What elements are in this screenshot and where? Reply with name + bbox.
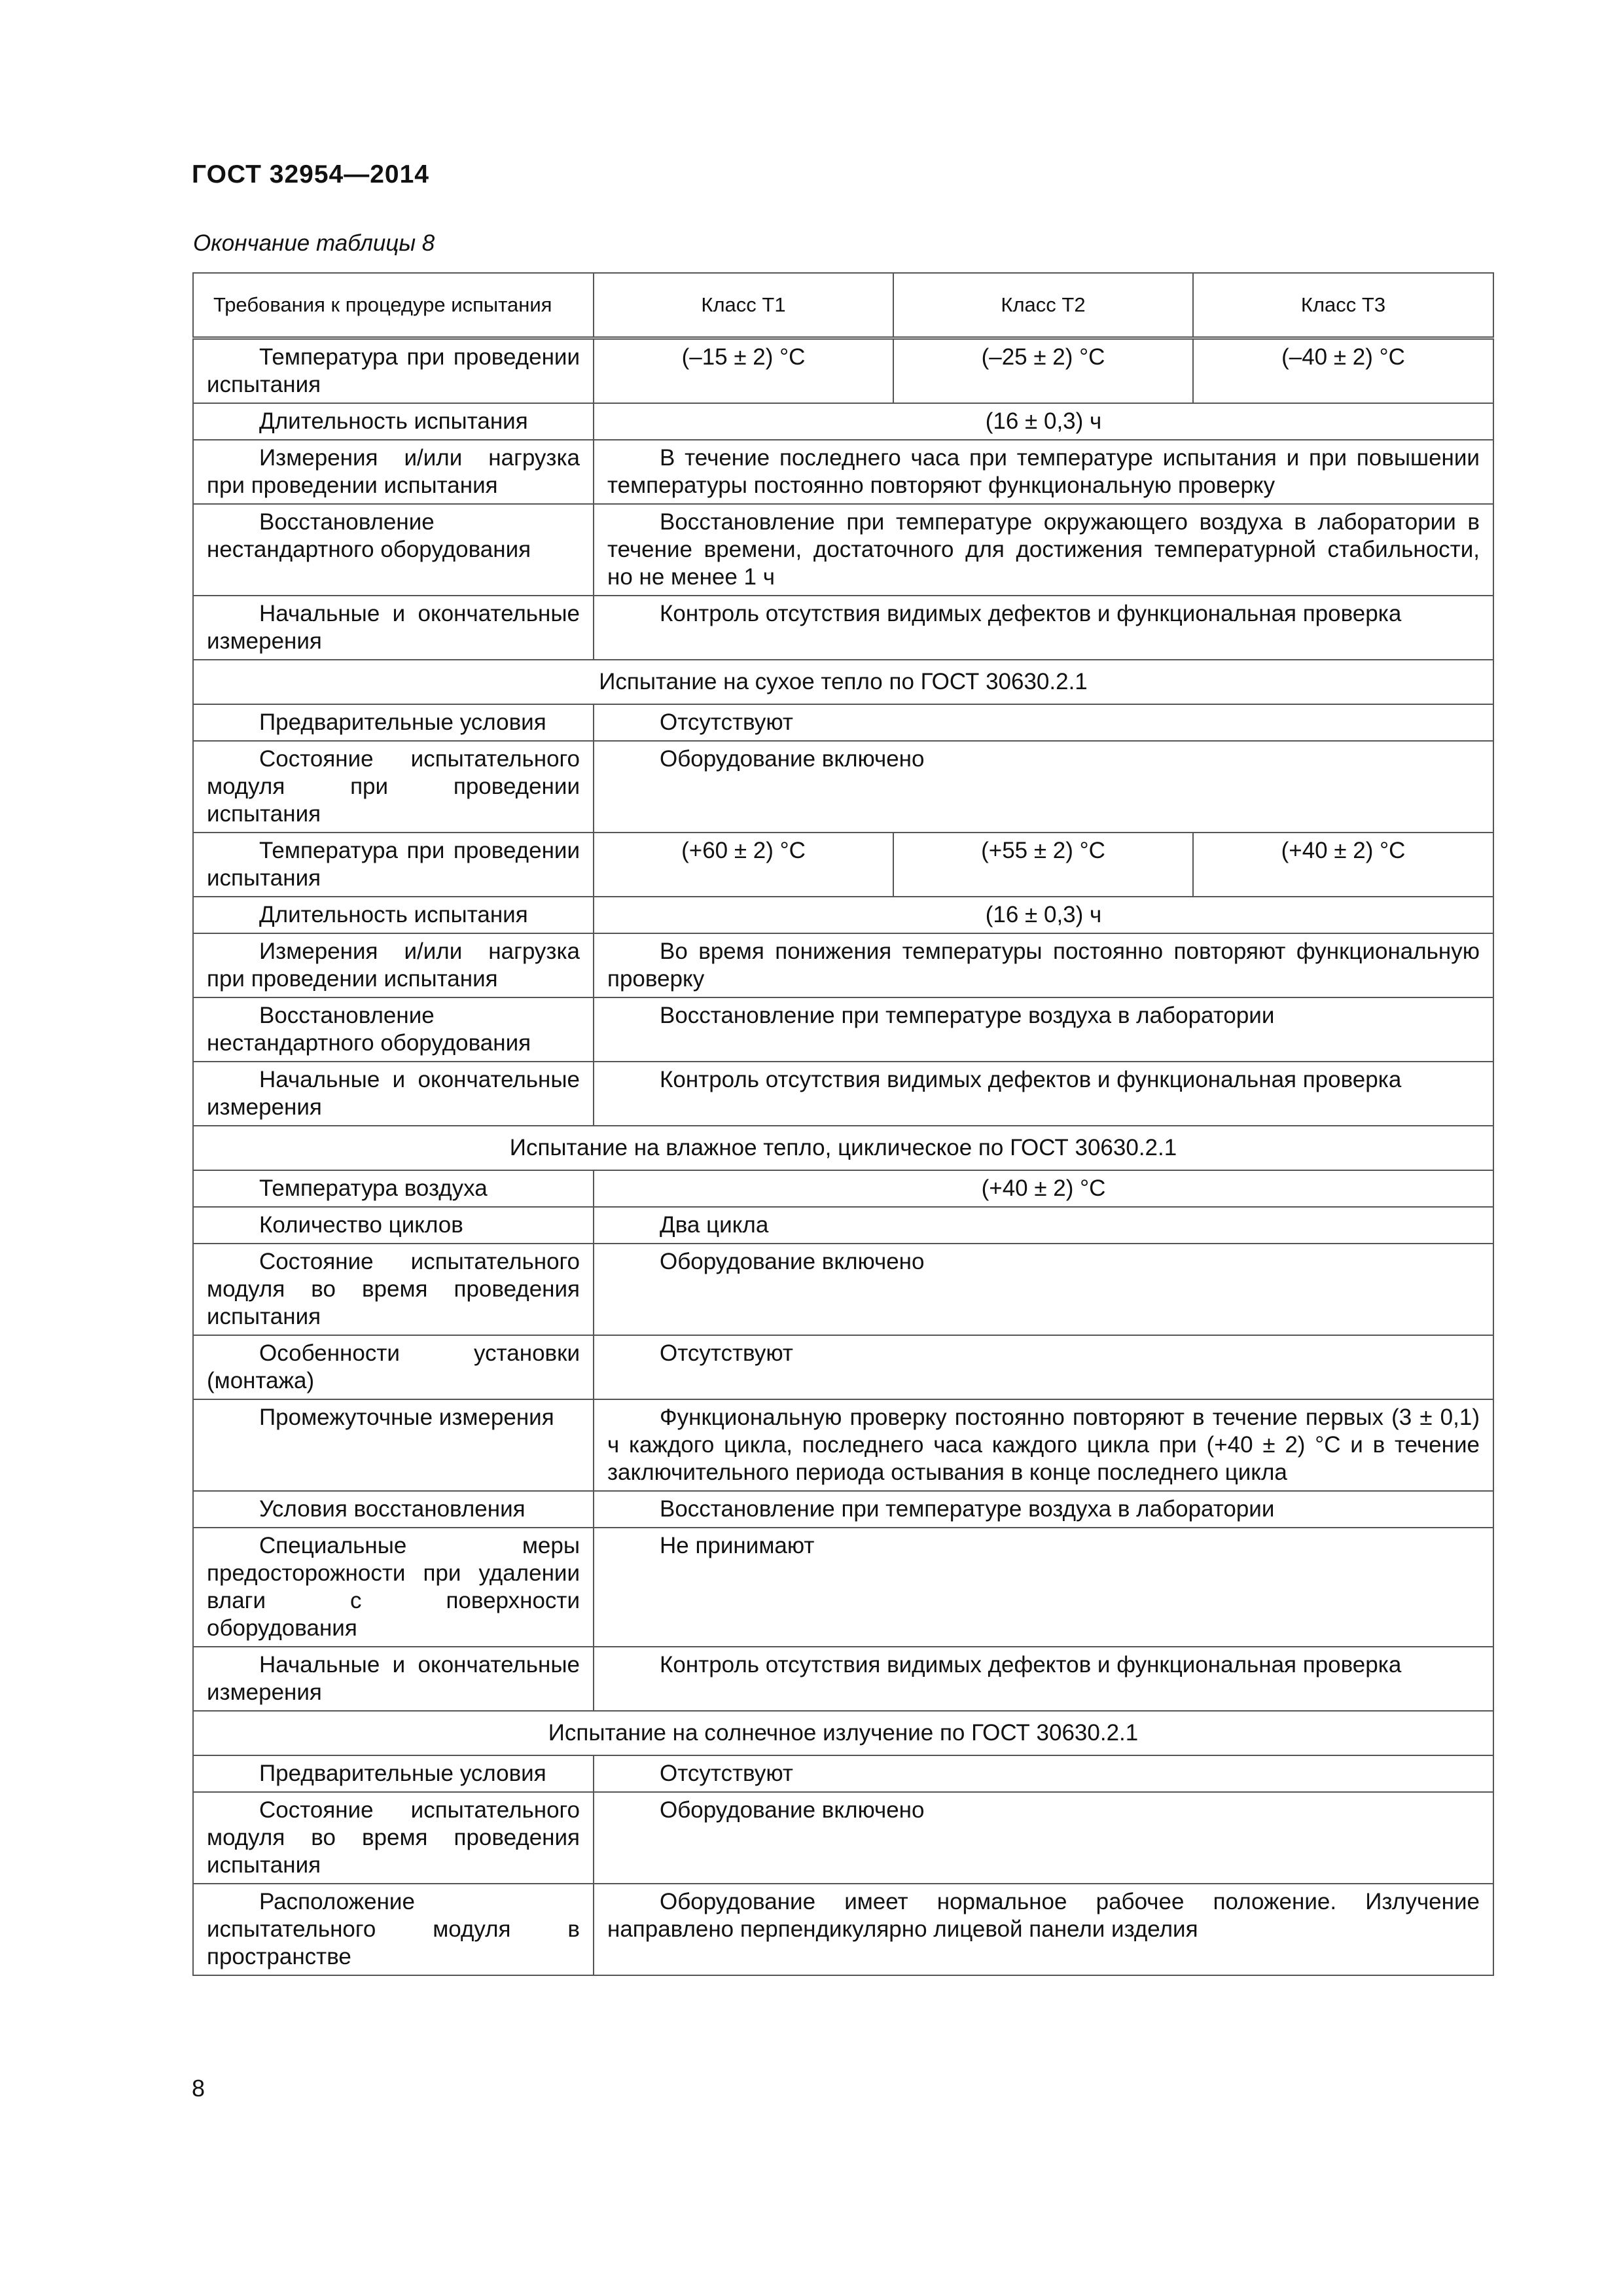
requirement-value: Отсутствуют — [594, 1755, 1493, 1792]
class-t2-value: (+55 ± 2) °С — [893, 833, 1193, 897]
requirement-label: Начальные и окончательные измерения — [193, 596, 594, 660]
requirement-label: Температура при проведении испытания — [193, 338, 594, 404]
table-row — [193, 1335, 1493, 1399]
requirement-label: Измерения и/или нагрузка при проведении испытания — [193, 440, 594, 504]
requirement-label: Начальные и окончательные измерения — [193, 1062, 594, 1126]
requirement-label: Состояние испытательного модуля во время проведения испытания — [193, 1792, 594, 1884]
table-row — [193, 997, 1493, 1062]
class-t1-value: (+60 ± 2) °С — [594, 833, 893, 897]
requirement-label: Особенности установки (монтажа) — [193, 1335, 594, 1399]
requirement-value: Оборудование включено — [594, 1792, 1493, 1884]
requirement-value: Отсутствуют — [594, 1335, 1493, 1399]
section-header-row — [193, 1711, 1493, 1755]
table-row — [193, 833, 1493, 897]
requirement-label: Температура при проведении испытания — [193, 833, 594, 897]
column-header-class-t1: Класс Т1 — [594, 273, 893, 338]
requirements-table — [192, 272, 1494, 1976]
requirement-label: Восстановление нестандартного оборудования — [193, 504, 594, 596]
table-body — [193, 338, 1493, 1976]
table-row — [193, 1062, 1493, 1126]
requirement-value: В течение последнего часа при температуре испытания и при повышении температуры постоянно повторяют функциональную проверку — [594, 440, 1493, 504]
table-row — [193, 1244, 1493, 1335]
class-t2-value: (–25 ± 2) °С — [893, 338, 1193, 404]
requirement-value: (16 ± 0,3) ч — [594, 403, 1493, 440]
table-row — [193, 1491, 1493, 1528]
requirement-value: Контроль отсутствия видимых дефектов и функциональная проверка — [594, 1647, 1493, 1711]
section-header-row — [193, 660, 1493, 704]
requirement-label: Восстановление нестандартного оборудования — [193, 997, 594, 1062]
requirement-value: (16 ± 0,3) ч — [594, 897, 1493, 933]
requirement-value: Отсутствуют — [594, 704, 1493, 741]
requirement-label: Начальные и окончательные измерения — [193, 1647, 594, 1711]
table-row — [193, 504, 1493, 596]
table-row — [193, 596, 1493, 660]
requirement-value: Контроль отсутствия видимых дефектов и функциональная проверка — [594, 1062, 1493, 1126]
requirement-label: Температура воздуха — [193, 1170, 594, 1207]
class-t3-value: (+40 ± 2) °С — [1193, 833, 1493, 897]
table-row — [193, 741, 1493, 833]
table-header-row — [193, 273, 1493, 338]
table-row — [193, 440, 1493, 504]
column-header-requirements: Требования к процедуре испытания — [193, 273, 594, 338]
table-row — [193, 1528, 1493, 1647]
requirement-label: Предварительные условия — [193, 1755, 594, 1792]
class-t1-value: (–15 ± 2) °С — [594, 338, 893, 404]
requirement-label: Длительность испытания — [193, 403, 594, 440]
requirement-value: (+40 ± 2) °С — [594, 1170, 1493, 1207]
table-row — [193, 1792, 1493, 1884]
class-t3-value: (–40 ± 2) °С — [1193, 338, 1493, 404]
requirement-value: Восстановление при температуре воздуха в лаборатории — [594, 997, 1493, 1062]
requirement-label: Условия восстановления — [193, 1491, 594, 1528]
document-code: ГОСТ 32954—2014 — [192, 160, 429, 188]
table-row — [193, 933, 1493, 997]
requirement-label: Длительность испытания — [193, 897, 594, 933]
requirement-value: Восстановление при температуре воздуха в лаборатории — [594, 1491, 1493, 1528]
requirement-label: Предварительные условия — [193, 704, 594, 741]
table-row — [193, 1399, 1493, 1491]
column-header-class-t2: Класс Т2 — [893, 273, 1193, 338]
table-row — [193, 704, 1493, 741]
requirement-value: Оборудование включено — [594, 1244, 1493, 1335]
table-row — [193, 1755, 1493, 1792]
requirement-value: Оборудование имеет нормальное рабочее положение. Излучение направлено перпендикулярно лицевой панели изделия — [594, 1884, 1493, 1975]
section-header-row — [193, 1126, 1493, 1170]
column-header-class-t3: Класс Т3 — [1193, 273, 1493, 338]
table-row — [193, 1884, 1493, 1975]
requirement-value: Два цикла — [594, 1207, 1493, 1244]
table-row — [193, 1647, 1493, 1711]
section-title: Испытание на сухое тепло по ГОСТ 30630.2.1 — [193, 660, 1493, 704]
requirement-label: Измерения и/или нагрузка при проведении испытания — [193, 933, 594, 997]
requirement-label: Состояние испытательного модуля при проведении испытания — [193, 741, 594, 833]
requirement-value: Восстановление при температуре окружающего воздуха в лаборатории в течение времени, достаточного для достижения температурной стабильности, но не менее 1 ч — [594, 504, 1493, 596]
requirement-label: Специальные меры предосторожности при удалении влаги с поверхности оборудования — [193, 1528, 594, 1647]
table-row — [193, 1207, 1493, 1244]
requirement-value: Функциональную проверку постоянно повторяют в течение первых (3 ± 0,1) ч каждого цикла, последнего часа каждого цикла при (+40 ± 2) °С и в течение заключительного периода остывания в конце последнего цикла — [594, 1399, 1493, 1491]
requirement-value: Во время понижения температуры постоянно повторяют функциональную проверку — [594, 933, 1493, 997]
requirement-label: Расположение испытательного модуля в пространстве — [193, 1884, 594, 1975]
requirement-value: Оборудование включено — [594, 741, 1493, 833]
section-title: Испытание на солнечное излучение по ГОСТ 30630.2.1 — [193, 1711, 1493, 1755]
table-row — [193, 897, 1493, 933]
requirement-label: Состояние испытательного модуля во время проведения испытания — [193, 1244, 594, 1335]
page-number: 8 — [192, 2075, 205, 2102]
requirement-label: Промежуточные измерения — [193, 1399, 594, 1491]
requirement-value: Не принимают — [594, 1528, 1493, 1647]
requirement-label: Количество циклов — [193, 1207, 594, 1244]
table-row — [193, 338, 1493, 404]
table-row — [193, 1170, 1493, 1207]
table-row — [193, 403, 1493, 440]
table-caption: Окончание таблицы 8 — [193, 230, 435, 256]
section-title: Испытание на влажное тепло, циклическое по ГОСТ 30630.2.1 — [193, 1126, 1493, 1170]
requirement-value: Контроль отсутствия видимых дефектов и функциональная проверка — [594, 596, 1493, 660]
